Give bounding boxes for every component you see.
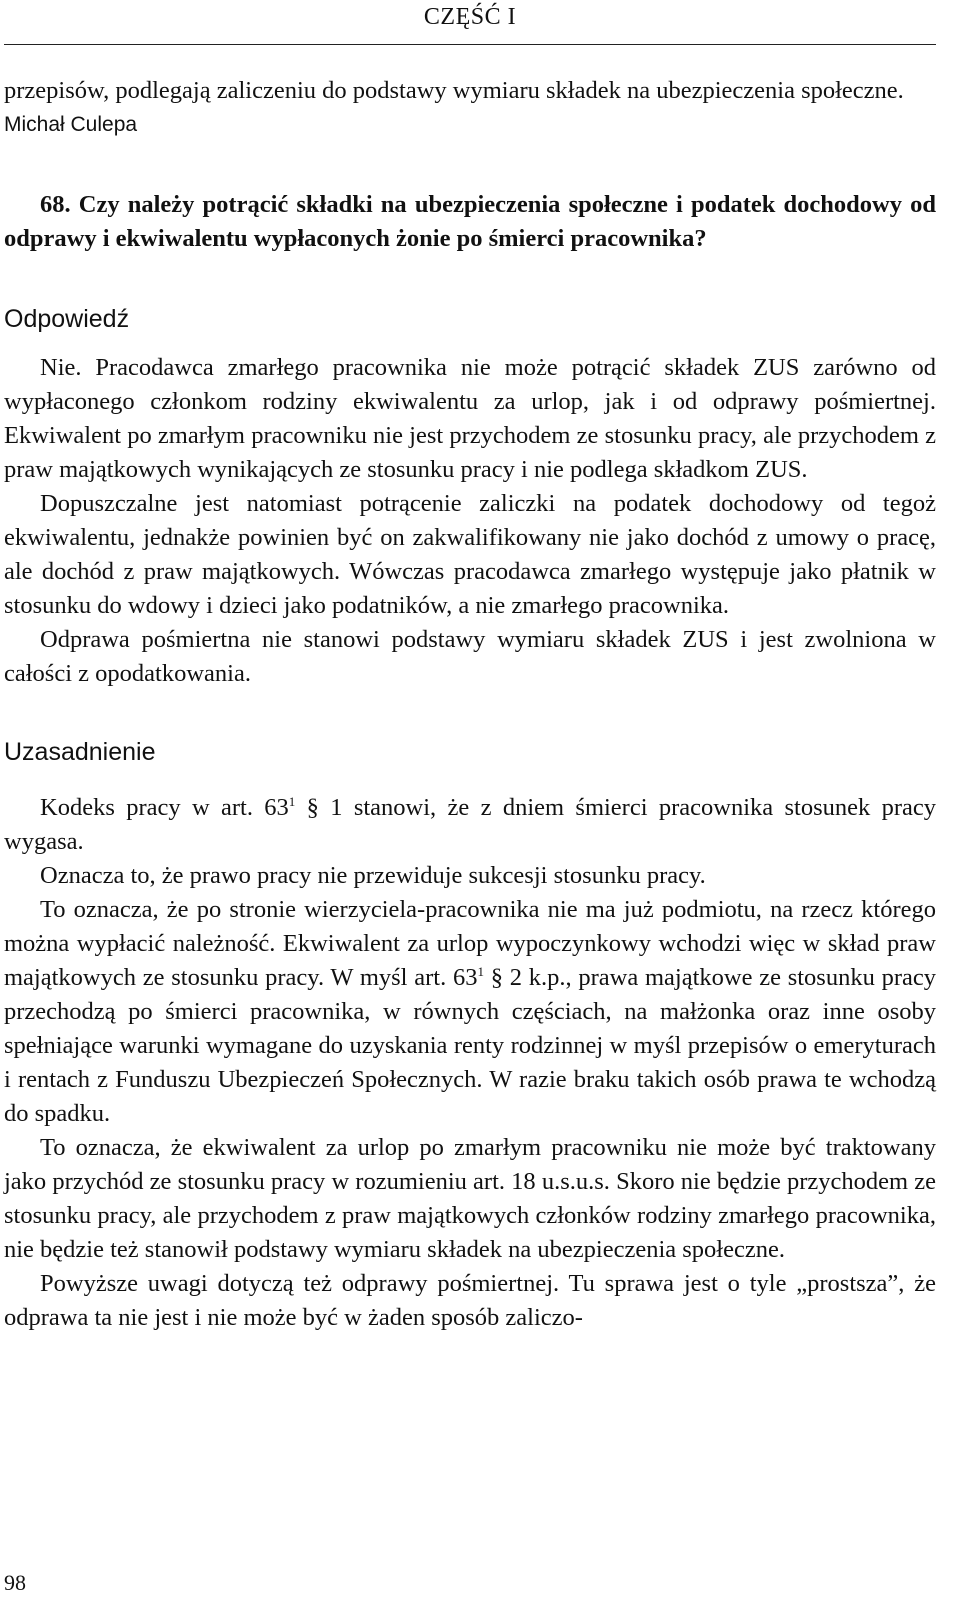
superscript: 1 bbox=[288, 793, 296, 809]
justification-heading: Uzasadnienie bbox=[4, 738, 156, 766]
text-run: To oznacza, że po stronie wierzyciela-pracownika nie ma już podmiotu, na rzecz którego można wypłacić należność. Ekwiwalent za urlop wypoczynkowy wchodzi więc w skład praw majątkowych ze stosunku pracy. W myśl art. 63 bbox=[4, 896, 936, 991]
justification-paragraph-4: To oznacza, że ekwiwalent za urlop po zmarłym pracowniku nie może być traktowany jako przychód ze stosunku pracy w rozumieniu art. 18 u.s.u.s. Skoro nie będzie przychodem ze stosunku pracy, ale przychodem z praw majątkowych członków rodziny zmarłego pracownika, nie będzie też stanowił podstawy wymiaru składek na ubezpieczenia społeczne. bbox=[4, 1134, 936, 1263]
superscript: 1 bbox=[477, 963, 484, 979]
question-number: 68. bbox=[40, 191, 71, 218]
author-signature: Michał Culepa bbox=[4, 113, 138, 136]
answer-paragraph-3: Odprawa pośmiertna nie stanowi podstawy wymiaru składek ZUS i jest zwolniona w całości z opodatkowania. bbox=[4, 626, 936, 687]
justification-paragraph-2: Oznacza to, że prawo pracy nie przewiduje sukcesji stosunku pracy. bbox=[40, 862, 706, 889]
text-run: § 1 stanowi, że z dniem śmierci pracownika stosunek pracy wygasa. bbox=[4, 794, 936, 855]
question-text: Czy należy potrącić składki na ubezpieczenia społeczne i podatek dochodowy od odprawy i ekwiwalentu wypłaconych żonie po śmierci pracownika? bbox=[4, 191, 936, 252]
question bbox=[4, 188, 936, 256]
running-header: CZĘŚĆ I bbox=[423, 4, 517, 30]
justification-paragraph-3 bbox=[4, 893, 936, 1131]
answer-paragraph-1: Nie. Pracodawca zmarłego pracownika nie może potrącić składek ZUS zarówno od wypłaconego członkom rodziny ekwiwalentu za urlop, jak i od odprawy pośmiertnej. Ekwiwalent po zmarłym pracowniku nie jest przychodem ze stosunku pracy, ale przychodem z praw majątkowych wynikających ze stosunku pracy i nie podlega składkom ZUS. bbox=[4, 354, 936, 483]
text-run: Kodeks pracy w art. 63 bbox=[40, 794, 289, 821]
page-number: 98 bbox=[4, 1570, 26, 1595]
answer-heading: Odpowiedź bbox=[4, 305, 130, 333]
header-rule bbox=[4, 44, 936, 45]
text-run: § 2 k.p., prawa majątkowe ze stosunku pracy przechodzą po śmierci pracownika, w równych częściach, na małżonka oraz inne osoby spełniające warunki wymagane do uzyskania renty rodzinnej w myśl przepisów o emeryturach i rentach z Funduszu Ubezpieczeń Społecznych. W razie braku takich osób prawa te wchodzą do spadku. bbox=[4, 964, 936, 1127]
answer-paragraph-2: Dopuszczalne jest natomiast potrącenie zaliczki na podatek dochodowy od tegoż ekwiwalentu, jednakże powinien być on zakwalifikowany nie jako dochód z umowy o pracę, ale dochód z praw majątkowych. Wówczas pracodawca zmarłego występuje jako płatnik w stosunku do wdowy i dzieci jako podatników, a nie zmarłego pracownika. bbox=[4, 490, 936, 619]
justification-paragraph-1 bbox=[4, 791, 936, 859]
justification-paragraph-5: Powyższe uwagi dotyczą też odprawy pośmiertnej. Tu sprawa jest o tyle „prostsza”, że odprawa ta nie jest i nie może być w żaden sposób zaliczo- bbox=[4, 1270, 936, 1331]
page-content bbox=[4, 74, 936, 1335]
intro-paragraph: przepisów, podlegają zaliczeniu do podstawy wymiaru składek na ubezpieczenia społeczne. bbox=[4, 77, 904, 104]
